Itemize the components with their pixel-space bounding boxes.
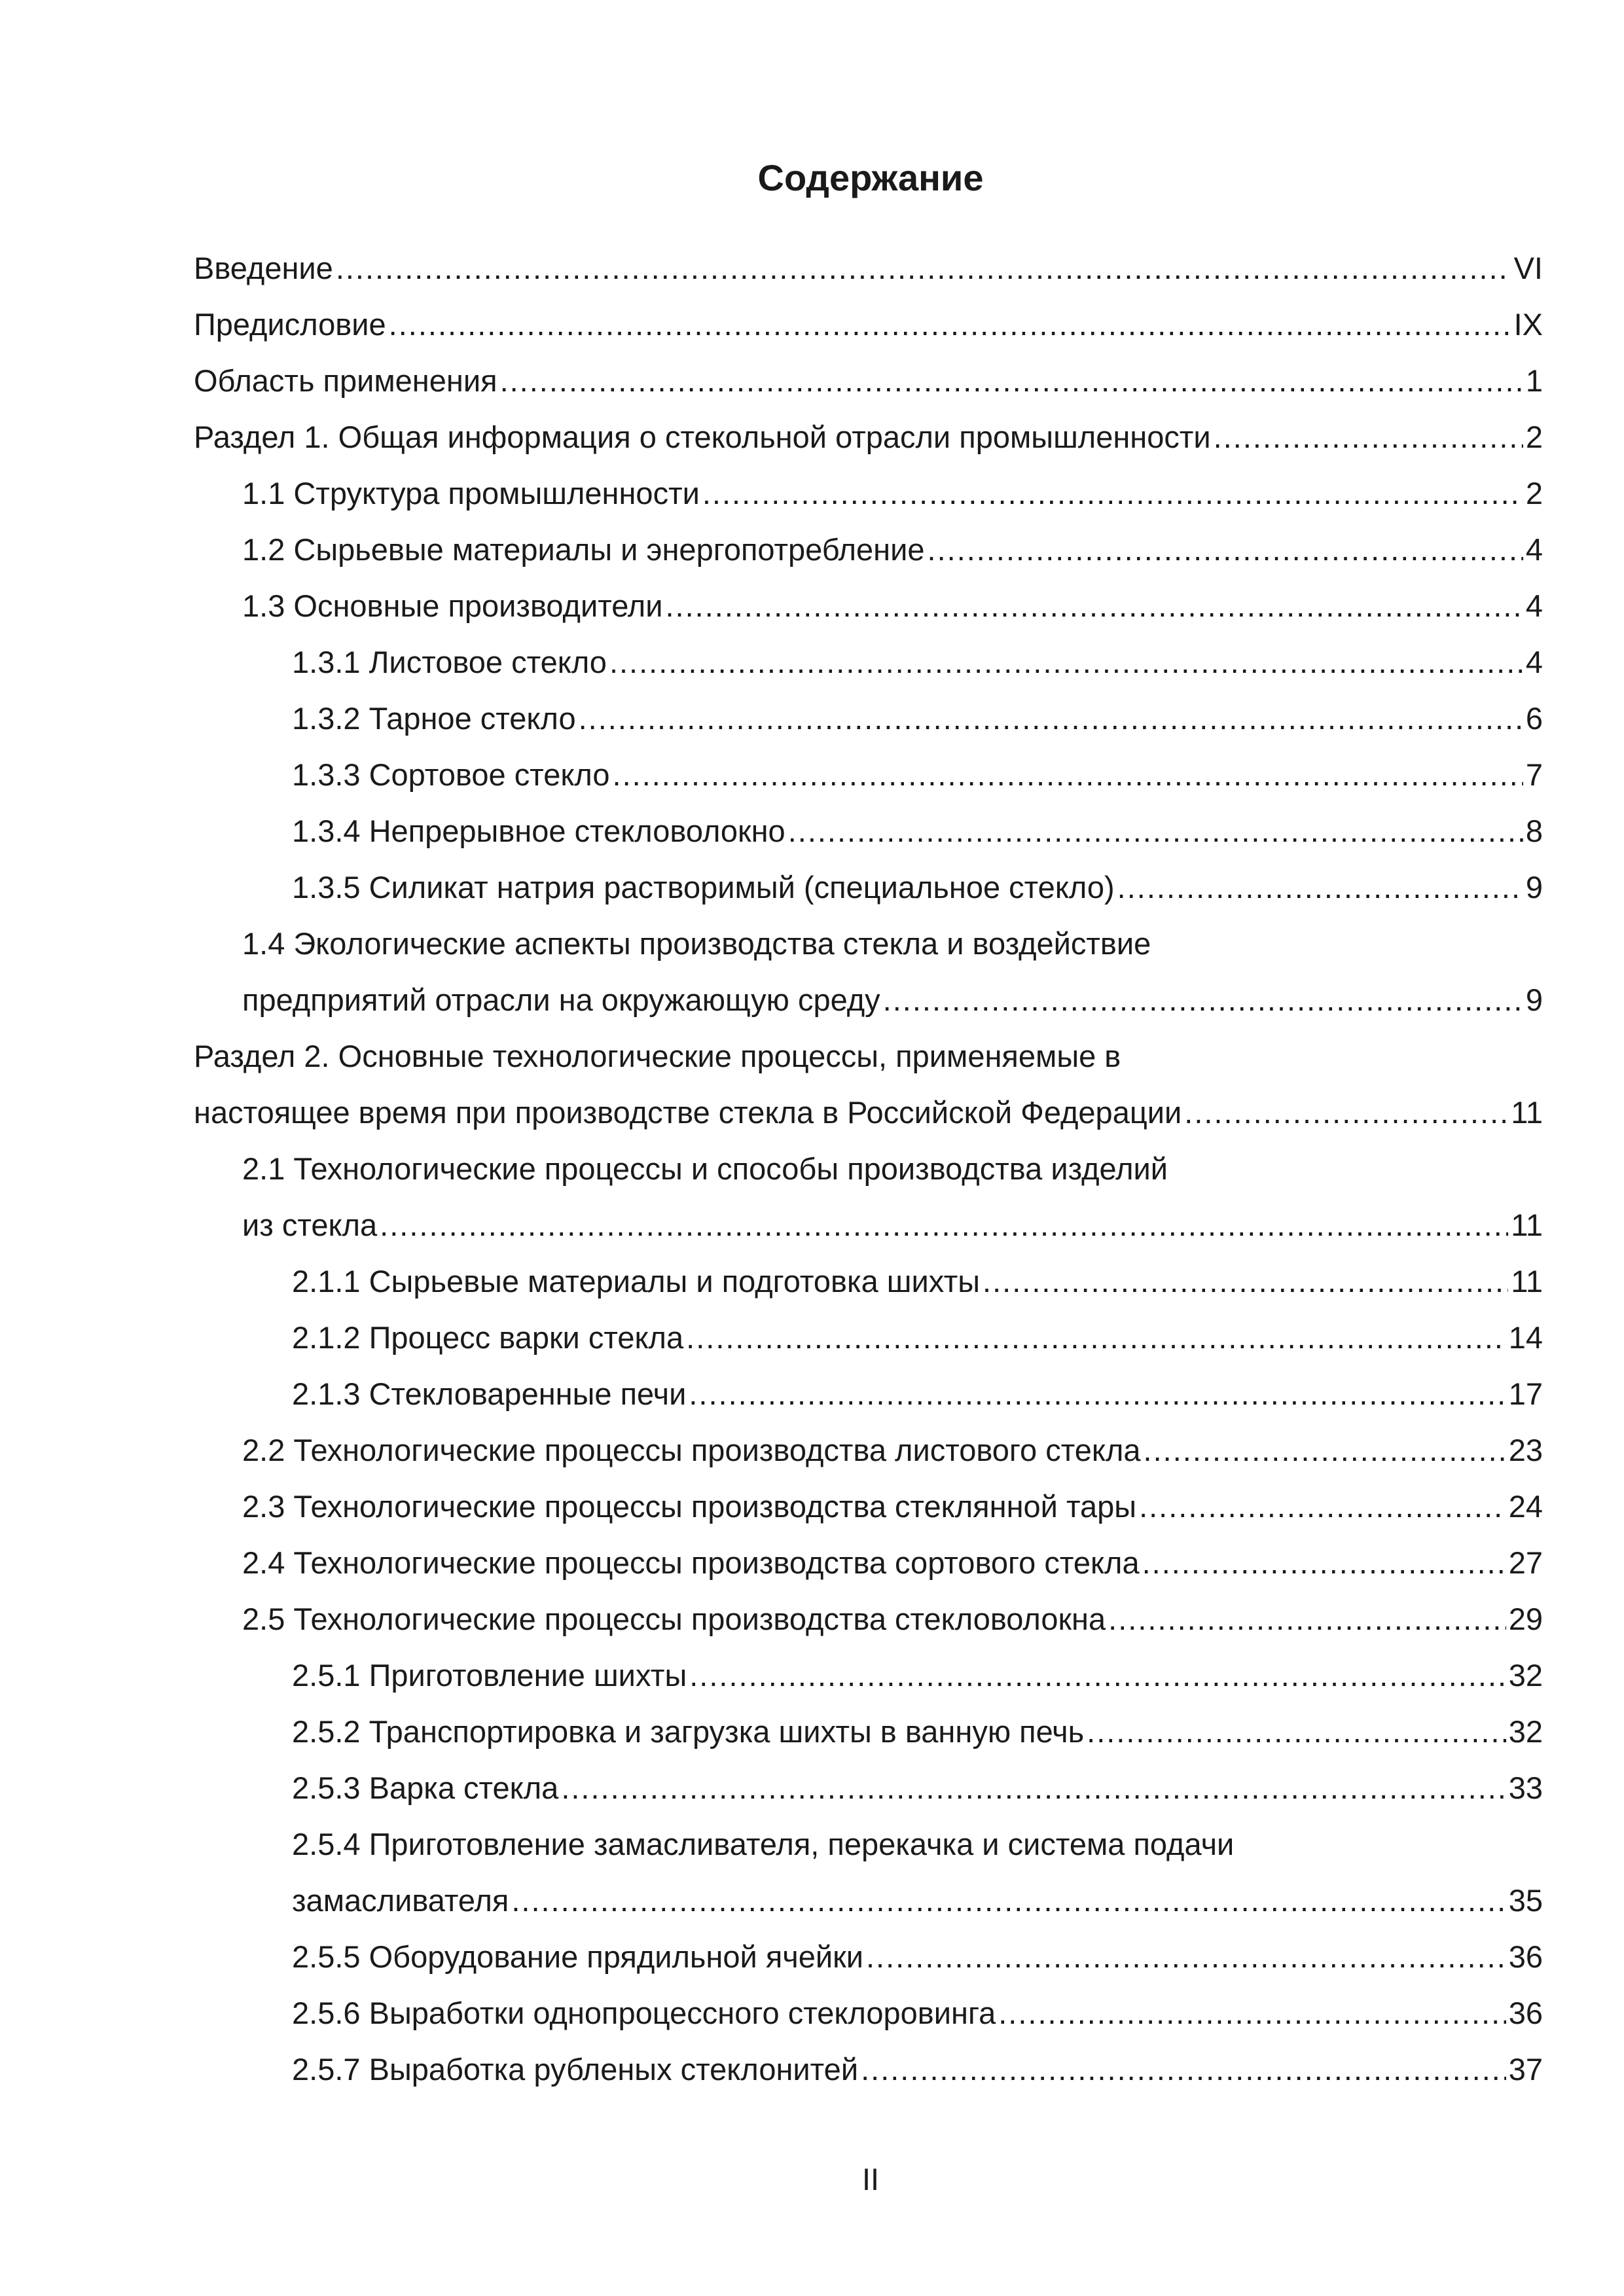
toc-entry-text: 2.2 Технологические процессы производства листового стекла xyxy=(242,1433,1141,1467)
toc-entry[interactable] xyxy=(292,1994,1543,2033)
toc-entry[interactable] xyxy=(292,1262,1543,1301)
toc-page-number: 9 xyxy=(1525,982,1543,1017)
toc-page-number: 11 xyxy=(1511,1095,1543,1130)
dot-leader xyxy=(1108,1600,1506,1639)
toc-entry-text: 1.1 Структура промышленности xyxy=(242,476,700,511)
toc-entry[interactable] xyxy=(194,249,1543,288)
toc-entry[interactable] xyxy=(292,755,1543,795)
toc-page-number: VI xyxy=(1513,251,1543,285)
toc-entry[interactable] xyxy=(292,1318,1543,1357)
toc-page-number: 2 xyxy=(1525,476,1543,511)
toc-entry[interactable] xyxy=(292,1937,1543,1977)
toc-entry-text: Раздел 2. Основные технологические процессы, применяемые в xyxy=(194,1039,1121,1073)
toc-entry-text: 2.1.3 Стекловаренные печи xyxy=(292,1376,687,1411)
toc-entry-text: 1.3.3 Сортовое стекло xyxy=(292,757,610,792)
toc-entry[interactable] xyxy=(194,305,1543,344)
dot-leader xyxy=(702,474,1523,513)
toc-entry-text: из стекла xyxy=(242,1208,378,1242)
page-title: Содержание xyxy=(757,157,984,198)
dot-leader xyxy=(561,1768,1506,1808)
dot-leader xyxy=(579,699,1523,738)
toc-entry[interactable] xyxy=(292,812,1543,851)
toc-entry-text: Введение xyxy=(194,251,333,285)
toc-entry[interactable] xyxy=(242,924,1543,963)
toc-entry-text: 2.5.3 Варка стекла xyxy=(292,1770,559,1805)
toc-entry[interactable] xyxy=(292,1712,1543,1751)
toc-entry[interactable] xyxy=(292,1825,1543,1864)
toc-page-number: 23 xyxy=(1508,1433,1543,1467)
toc-page-number: 11 xyxy=(1511,1264,1543,1299)
dot-leader xyxy=(613,755,1523,795)
toc-page-number: 24 xyxy=(1508,1489,1543,1524)
dot-leader xyxy=(1214,418,1523,457)
toc-entry-text: 1.3.2 Тарное стекло xyxy=(292,701,576,736)
toc-page-number: 36 xyxy=(1508,1996,1543,2030)
toc-entry[interactable] xyxy=(242,1431,1543,1470)
toc-entry[interactable] xyxy=(242,1487,1543,1526)
dot-leader xyxy=(998,1994,1506,2033)
dot-leader xyxy=(609,643,1523,682)
dot-leader xyxy=(1142,1543,1506,1583)
toc-entry[interactable] xyxy=(194,1037,1543,1076)
toc-entry-text: 2.5.5 Оборудование прядильной ячейки xyxy=(292,1939,863,1974)
toc-entry[interactable] xyxy=(292,1374,1543,1414)
dot-leader xyxy=(788,812,1523,851)
toc-entry-text: 2.5 Технологические процессы производства стекловолокна xyxy=(242,1602,1106,1636)
toc-entry-text: 2.1.1 Сырьевые материалы и подготовка шихты xyxy=(292,1264,981,1299)
dot-leader xyxy=(500,361,1523,401)
dot-leader xyxy=(380,1206,1508,1245)
toc-entry[interactable] xyxy=(292,643,1543,682)
dot-leader xyxy=(665,586,1523,626)
toc-entry-text: 2.5.7 Выработка рубленых стеклонитей xyxy=(292,2052,859,2087)
toc-entry[interactable] xyxy=(292,2050,1543,2089)
toc-entry-text: 2.1 Технологические процессы и способы производства изделий xyxy=(242,1151,1168,1186)
toc-entry[interactable] xyxy=(292,1656,1543,1695)
toc-page-number: 27 xyxy=(1508,1545,1543,1580)
toc-page-number: 32 xyxy=(1508,1714,1543,1749)
dot-leader xyxy=(686,1318,1506,1357)
dot-leader xyxy=(689,1656,1506,1695)
toc-page-number: 32 xyxy=(1508,1658,1543,1693)
toc-entry[interactable] xyxy=(292,868,1543,907)
toc-page-number: 8 xyxy=(1525,814,1543,848)
toc-page-number: IX xyxy=(1513,307,1543,342)
toc-entry-text: предприятий отрасли на окружающую среду xyxy=(242,982,880,1017)
toc-entry-text: замасливателя xyxy=(292,1883,509,1918)
toc-page-number: 17 xyxy=(1508,1376,1543,1411)
toc-entry-text: 1.2 Сырьевые материалы и энергопотребление xyxy=(242,532,925,567)
dot-leader xyxy=(389,305,1511,344)
dot-leader xyxy=(336,249,1511,288)
dot-leader xyxy=(866,1937,1506,1977)
toc-page-number: 9 xyxy=(1525,870,1543,905)
toc-page-number: 36 xyxy=(1508,1939,1543,1974)
toc-entry[interactable] xyxy=(242,474,1543,513)
toc-entry-text: 1.3 Основные производители xyxy=(242,588,663,623)
toc-entry-text: 2.4 Технологические процессы производства сортового стекла xyxy=(242,1545,1140,1580)
toc-entry[interactable] xyxy=(242,980,1543,1020)
toc-entry[interactable] xyxy=(242,1543,1543,1583)
toc-entry-text: 2.3 Технологические процессы производства стеклянной тары xyxy=(242,1489,1137,1524)
toc-entry[interactable] xyxy=(242,1149,1543,1189)
toc-entry-text: настоящее время при производстве стекла в Российской Федерации xyxy=(194,1095,1182,1130)
toc-page-number: 33 xyxy=(1508,1770,1543,1805)
toc-page-number: 37 xyxy=(1508,2052,1543,2087)
dot-leader xyxy=(1184,1093,1508,1132)
dot-leader xyxy=(861,2050,1506,2089)
toc-entry-text: 2.5.2 Транспортировка и загрузка шихты в ванную печь xyxy=(292,1714,1085,1749)
toc-entry-text: 1.4 Экологические аспекты производства стекла и воздействие xyxy=(242,926,1151,961)
toc-entry-text: 2.5.4 Приготовление замасливателя, перекачка и система подачи xyxy=(292,1827,1235,1861)
toc-entry-text: Предисловие xyxy=(194,307,386,342)
toc-page-number: 11 xyxy=(1511,1208,1543,1242)
toc-entry-text: 2.5.1 Приготовление шихты xyxy=(292,1658,687,1693)
toc-page-number: 7 xyxy=(1525,757,1543,792)
toc-entry-text: 1.3.5 Силикат натрия растворимый (специальное стекло) xyxy=(292,870,1115,905)
dot-leader xyxy=(1139,1487,1506,1526)
toc-page-number: 14 xyxy=(1508,1320,1543,1355)
toc-entry[interactable] xyxy=(194,361,1543,401)
toc-page-number: 4 xyxy=(1525,645,1543,679)
dot-leader xyxy=(1144,1431,1506,1470)
toc-entry[interactable] xyxy=(194,418,1543,457)
dot-leader xyxy=(511,1881,1506,1920)
toc-entry-text: 1.3.1 Листовое стекло xyxy=(292,645,607,679)
toc-entry-text: Область применения xyxy=(194,363,497,398)
toc-page-number: 35 xyxy=(1508,1883,1543,1918)
dot-leader xyxy=(883,980,1523,1020)
dot-leader xyxy=(983,1262,1508,1301)
dot-leader xyxy=(689,1374,1506,1414)
toc-page-number: 6 xyxy=(1525,701,1543,736)
toc-entry[interactable] xyxy=(242,586,1543,626)
toc-entry[interactable] xyxy=(194,1093,1543,1132)
toc-page-number: 29 xyxy=(1508,1602,1543,1636)
toc-entry[interactable] xyxy=(292,1768,1543,1808)
toc-entry[interactable] xyxy=(292,699,1543,738)
toc-entry-text: 2.1.2 Процесс варки стекла xyxy=(292,1320,684,1355)
dot-leader xyxy=(1117,868,1523,907)
toc-entry[interactable] xyxy=(292,1881,1543,1920)
toc-entry[interactable] xyxy=(242,1206,1543,1245)
toc-entry[interactable] xyxy=(242,1600,1543,1639)
dot-leader xyxy=(928,530,1523,569)
toc-page-number: 1 xyxy=(1525,363,1543,398)
toc-entry[interactable] xyxy=(242,530,1543,569)
toc-entry-text: 2.5.6 Выработки однопроцессного стеклоровинга xyxy=(292,1996,996,2030)
footer-page-number: II xyxy=(861,2162,880,2197)
toc-entry-text: Раздел 1. Общая информация о стекольной отрасли промышленности xyxy=(194,420,1211,454)
toc-entry-text: 1.3.4 Непрерывное стекловолокно xyxy=(292,814,785,848)
toc-page-number: 4 xyxy=(1525,588,1543,623)
toc-page-number: 4 xyxy=(1525,532,1543,567)
toc-page-number: 2 xyxy=(1525,420,1543,454)
dot-leader xyxy=(1087,1712,1506,1751)
